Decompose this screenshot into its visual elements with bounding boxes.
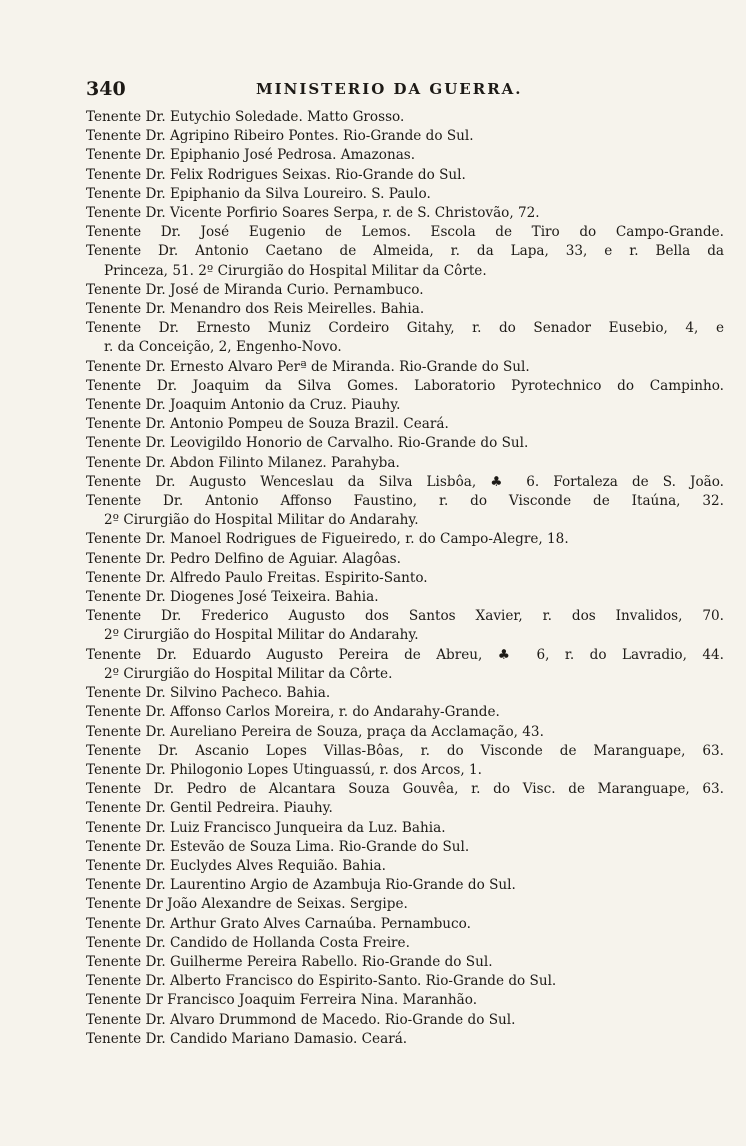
entry-line: Tenente Dr. Pedro Delfino de Aguiar. Alagôas.	[86, 550, 401, 567]
entry-line: Tenente Dr João Alexandre de Seixas. Sergipe.	[86, 896, 408, 913]
entry-line: Tenente Dr. Felix Rodrigues Seixas. Rio-Grande do Sul.	[86, 166, 466, 183]
entry-line: Tenente Dr. Affonso Carlos Moreira, r. do Andarahy-Grande.	[86, 704, 500, 721]
page-number: 340	[86, 78, 126, 100]
entry-line: Tenente Dr. Epiphanio José Pedrosa. Amazonas.	[86, 147, 416, 164]
entry-line: Tenente Dr. Augusto Wenceslau da Silva Lisbôa, ♣ 6. Fortaleza de S. João.	[86, 473, 724, 490]
officer-list	[74, 108, 724, 1049]
entry-line: Tenente Dr. Ernesto Muniz Cordeiro Gitahy, r. do Senador Eusebio, 4, e	[86, 320, 724, 337]
entry-line: Tenente Dr. Eduardo Augusto Pereira de Abreu, ♣ 6, r. do Lavradio, 44.	[86, 646, 724, 663]
entry-line: Tenente Dr. Joaquim Antonio da Cruz. Piauhy.	[86, 397, 401, 414]
entry-continuation-line: 2º Cirurgião do Hospital Militar do Andarahy.	[104, 512, 419, 529]
entry-line: Tenente Dr. Abdon Filinto Milanez. Parahyba.	[86, 454, 400, 471]
entry-line: Tenente Dr. Menandro dos Reis Meirelles. Bahia.	[86, 301, 425, 318]
entry-line: Tenente Dr. Candido Mariano Damasio. Ceará.	[86, 1030, 408, 1047]
entry-line: Tenente Dr. Joaquim da Silva Gomes. Laboratorio Pyrotechnico do Campinho.	[86, 377, 724, 394]
entry-line: Tenente Dr. Frederico Augusto dos Santos Xavier, r. dos Invalidos, 70.	[86, 608, 724, 625]
entry-line: Tenente Dr. Eutychio Soledade. Matto Grosso.	[86, 109, 405, 125]
entry-line: Tenente Dr. Guilherme Pereira Rabello. Rio-Grande do Sul.	[86, 953, 493, 970]
entry-line: Tenente Dr. Vicente Porfirio Soares Serpa, r. de S. Christovão, 72.	[86, 205, 540, 222]
entry-line: Tenente Dr. Epiphanio da Silva Loureiro. S. Paulo.	[86, 185, 431, 202]
entry-line: Tenente Dr. Ascanio Lopes Villas-Bôas, r. do Visconde de Maranguape, 63.	[86, 742, 724, 759]
running-head: MINISTERIO DA GUERRA.	[256, 80, 523, 98]
entry-line: Tenente Dr. Manoel Rodrigues de Figueiredo, r. do Campo-Alegre, 18.	[86, 531, 569, 548]
entry-line: Tenente Dr Francisco Joaquim Ferreira Nina. Maranhão.	[86, 992, 478, 1009]
entry-line: Tenente Dr. Estevão de Souza Lima. Rio-Grande do Sul.	[86, 838, 470, 855]
entry-line: Tenente Dr. Pedro de Alcantara Souza Gouvêa, r. do Visc. de Maranguape, 63.	[86, 781, 724, 798]
entry-line: Tenente Dr. Arthur Grato Alves Carnaúba. Pernambuco.	[86, 915, 471, 932]
entry-line: Tenente Dr. Laurentino Argio de Azambuja Rio-Grande do Sul.	[86, 877, 516, 894]
entry-line: Tenente Dr. Agripino Ribeiro Pontes. Rio-Grande do Sul.	[86, 128, 474, 145]
entry-line: Tenente Dr. Alvaro Drummond de Macedo. Rio-Grande do Sul.	[86, 1011, 516, 1028]
entry-continuation-line: r. da Conceição, 2, Engenho-Novo.	[104, 339, 342, 356]
entry-line: Tenente Dr. Philogonio Lopes Utinguassú, r. dos Arcos, 1.	[86, 761, 482, 778]
entry-line: Tenente Dr. Silvino Pacheco. Bahia.	[86, 685, 331, 702]
entry-continuation-line: 2º Cirurgião do Hospital Militar da Côrte.	[104, 665, 393, 682]
entry-line: Tenente Dr. Euclydes Alves Requião. Bahia.	[86, 857, 386, 874]
entry-line: Tenente Dr. Gentil Pedreira. Piauhy.	[86, 800, 333, 817]
entry-line: Tenente Dr. Candido de Hollanda Costa Freire.	[86, 934, 410, 951]
page-header	[86, 78, 726, 102]
entry-line: Tenente Dr. José Eugenio de Lemos. Escola de Tiro do Campo-Grande.	[86, 224, 724, 241]
entry-continuation-line: 2º Cirurgião do Hospital Militar do Andarahy.	[104, 627, 419, 644]
entry-line: Tenente Dr. Diogenes José Teixeira. Bahia.	[86, 589, 379, 606]
entry-line: Tenente Dr. Aureliano Pereira de Souza, praça da Acclamação, 43.	[86, 723, 544, 740]
entry-line: Tenente Dr. Antonio Pompeu de Souza Brazil. Ceará.	[86, 416, 449, 433]
entry-line: Tenente Dr. Luiz Francisco Junqueira da Luz. Bahia.	[86, 819, 446, 836]
entry-line: Tenente Dr. Alfredo Paulo Freitas. Espirito-Santo.	[86, 569, 428, 586]
entry-line: Tenente Dr. Ernesto Alvaro Perª de Miranda. Rio-Grande do Sul.	[86, 358, 530, 375]
entry-line: Tenente Dr. José de Miranda Curio. Pernambuco.	[86, 281, 424, 298]
entry-line: Tenente Dr. Antonio Caetano de Almeida, r. da Lapa, 33, e r. Bella da	[86, 243, 724, 260]
entry-line: Tenente Dr. Leovigildo Honorio de Carvalho. Rio-Grande do Sul.	[86, 435, 529, 452]
entry-line: Tenente Dr. Alberto Francisco do Espirito-Santo. Rio-Grande do Sul.	[86, 973, 557, 990]
entry-continuation-line: Princeza, 51. 2º Cirurgião do Hospital Militar da Côrte.	[104, 262, 487, 279]
entry-line: Tenente Dr. Antonio Affonso Faustino, r. do Visconde de Itaúna, 32.	[86, 493, 724, 510]
